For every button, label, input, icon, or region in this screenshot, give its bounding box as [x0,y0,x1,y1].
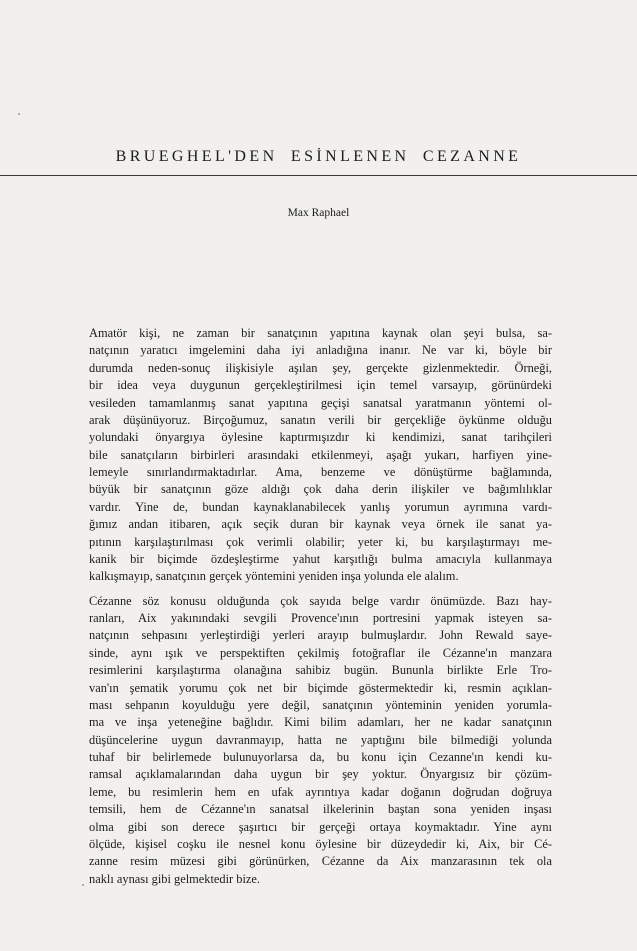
text-line: kalkışmayıp, sanatçının gerçek yöntemini yeniden inşa yolunda ele alalım. [89,569,459,584]
text-line: büyük bir sanatçının göze aldığı çok daha derin ilişkiler ve bağımlılıklar [89,482,552,497]
text-line: bile sanatçıların birbirleri arasındaki etkilenmeyi, aşağı yukarı, harfiyen yine- [89,447,552,462]
text-line: ranları, Aix yakınındaki sevgili Provence'ının portresini yapmak isteyen sa- [89,611,552,625]
text-line: Cézanne söz konusu olduğunda çok sayıda belge vardır önümüzde. Bazı hay- [89,593,552,608]
text-line: naklı aynası gibi gelmektedir bize. [89,871,261,886]
article-title: BRUEGHEL'DEN ESİNLENEN CEZANNE [115,148,522,165]
text-line: sinde, aynı ışık ve perspektiften çekilmiş fotoğraflar ile Cézanne'ın manzara [89,645,552,660]
text-line: tuhaf bir belirlemede bulunuyorlarsa da, bu konu için Cezanne'ın kendi ku- [89,750,552,764]
text-line: ma ve inşa yeteneğine bağlıdır. Kimi bilim adamları, her ne kadar sanatçının [89,715,552,730]
title-rule [0,175,637,176]
text-line: ramsal açıklamalarından daha uygun bir şey yoktur. Önyargısız bir çözüm- [89,767,552,782]
text-line: arak düşünüyoruz. Birçoğumuz, sanatın verili bir gerçekliğe öykünme olduğu [89,412,552,427]
text-line: ölçüde, kişisel coşku ile nesnel konu öylesine bir düzeydedir ki, Aix, bir Cé- [89,836,552,851]
text-line: kanik bir biçimde özdeşleştirme yahut karşıtlığı bulma amacıyla kullanmaya [89,551,552,566]
text-line: olma gibi son derece şaşırtıcı bir gerçeği ortaya koymaktadır. Yine aynı [89,819,552,834]
text-line: ması sehpanın koyulduğu yere değil, sanatçının yönteminin yeniden yorumla- [89,697,552,712]
text-line: natçının sehpasını yerleştirdiği yerleri arayıp bulmuşlardır. John Rewald saye- [89,628,552,643]
text-line: vesileden tamamlanmış sanat yapıtına geçişi sanatsal yaratmanın yöntemi ol- [89,395,552,410]
article-body [89,325,552,888]
text-line: natçının yaratıcı imgelemini daha iyi anladığına inanır. Ne var ki, böyle bir [89,343,552,358]
text-line: durumda neden-sonuç ilişkisiyle aşılan şey, gerçekte gizlenmektedir. Örneği, [89,360,552,375]
text-line: vardır. Yine de, bundan kaynaklanabilecek yanlış yorumun ayrımına vardı- [89,499,552,514]
page-speck [18,113,20,115]
text-line: resimlerini karşılaştırma olanağına sahibiz bugün. Bununla birlikte Erle Tro- [89,663,552,678]
text-line: pıtının karşılaştırılması çok verimli olabilir; yeter ki, bu karşılaştırmayı me- [89,534,552,549]
page-speck [82,884,84,886]
paragraph [89,593,552,888]
text-line: temsili, hem de Cézanne'ın sanatsal ilkelerinin baştan sona yeniden inşası [89,802,552,817]
text-line: zanne resim müzesi gibi görünürken, Cézanne da Aix manzarasının tek ola [89,854,552,869]
text-line: lemeyle sınırlandırmaktadırlar. Ama, benzeme ve dönüştürme bağlamında, [89,465,552,479]
text-line: düşüncelerine uygun davranmayıp, hatta ne yaptığını bile bilmediği yolunda [89,732,552,747]
text-line: van'ın şematik yorumu çok net bir biçimde göstermektedir ki, resmin açıklan- [89,680,552,695]
text-line: yolundaki önyargıya öylesine kaptırmışızdır ki kendimizi, sanat tarihçileri [89,430,552,445]
article-author: Max Raphael [287,207,350,219]
text-line: ğımız andan itibaren, açık seçik duran bir kaynak veya örnek ile sanat ya- [89,517,552,532]
paragraph-gap [89,586,552,593]
text-line: leme, bu resimlerin hem en ufak ayrıntıya kadar doğanın doğrudan doğruya [89,784,552,799]
text-line: bir idea veya duygunun gerçekleştirilmesi için temel varsayıp, görünürdeki [89,378,552,393]
text-line: Amatör kişi, ne zaman bir sanatçının yapıtına kaynak olan şeyi bulsa, sa- [89,326,552,340]
paragraph [89,325,552,586]
